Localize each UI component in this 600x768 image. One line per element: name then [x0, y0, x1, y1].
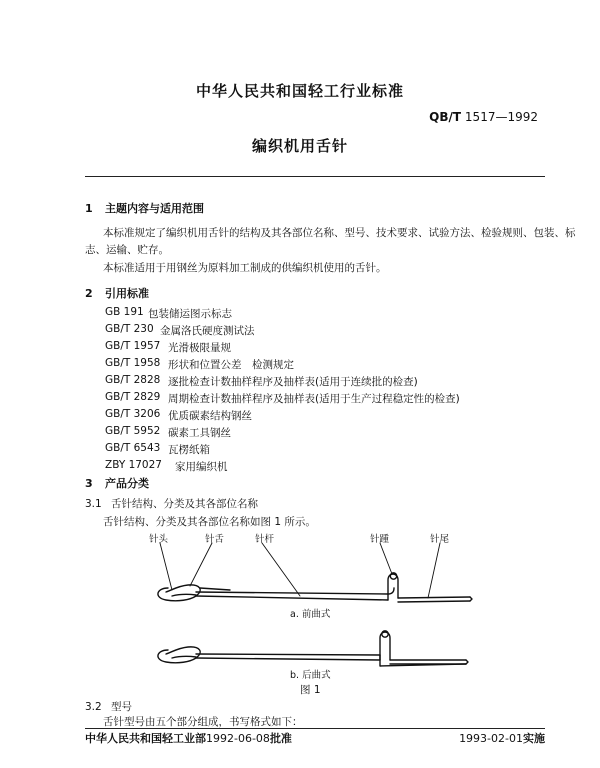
footer-approve-date: 1992-06-08	[206, 732, 270, 745]
footer-issuer: 中华人民共和国轻工业部	[85, 732, 206, 745]
section-1-number: 1	[85, 202, 93, 215]
needle-a-drawing	[158, 573, 472, 602]
standard-code-number: 1517—1992	[464, 110, 538, 124]
section-3-2-text: 舌针型号由五个部分组成，书写格式如下：	[103, 716, 303, 728]
footer-implementation	[459, 730, 545, 746]
footer-approve-label: 批准	[269, 732, 292, 745]
reference-name: 瓦楞纸箱	[168, 444, 210, 456]
reference-name: 优质碳素结构钢丝	[168, 410, 252, 422]
figure-caption-a: a. 前曲式	[290, 609, 331, 620]
figure-title: 图 1	[300, 684, 321, 696]
reference-code: GB/T 2829	[105, 391, 161, 403]
footer-divider	[85, 728, 545, 729]
section-1-title: 主题内容与适用范围	[105, 202, 204, 215]
needle-b-drawing	[158, 631, 468, 666]
label-needle-tail: 针尾	[430, 534, 450, 545]
reference-name: 金属洛氏硬度测试法	[160, 325, 255, 337]
section-2-number: 2	[85, 287, 93, 300]
reference-code: GB/T 5952	[105, 425, 161, 437]
reference-name: 逐批检查计数抽样程序及抽样表(适用于连续批的检查)	[168, 376, 418, 388]
label-needle-latch: 针舌	[205, 534, 225, 545]
label-needle-head: 针头	[149, 534, 169, 545]
section-1-para-1-line-1: 本标准规定了编织机用舌针的结构及其各部位名称、型号、技术要求、试验方法、检验规则、包装、标	[103, 227, 576, 239]
section-3-1-text: 舌针结构、分类及其各部位名称如图 1 所示。	[103, 516, 316, 528]
section-3-2-heading	[85, 699, 132, 714]
label-needle-stem: 针杆	[255, 534, 275, 545]
section-3-2-title: 型号	[111, 701, 132, 713]
document-title: 编织机用舌针	[251, 137, 348, 155]
footer-impl-date: 1993-02-01	[459, 732, 523, 745]
section-3-title: 产品分类	[105, 477, 149, 490]
reference-code: GB/T 6543	[105, 442, 161, 454]
figure-caption-b: b. 后曲式	[290, 670, 331, 681]
footer-impl-label: 实施	[523, 732, 545, 745]
reference-code: GB/T 1957	[105, 340, 161, 352]
standard-header-title: 中华人民共和国轻工行业标准	[195, 82, 404, 100]
label-needle-butt: 针踵	[370, 534, 390, 545]
reference-code: GB/T 3206	[105, 408, 161, 420]
section-3-1-number: 3.1	[85, 498, 102, 510]
section-2-title: 引用标准	[105, 287, 149, 300]
section-3-number: 3	[85, 477, 93, 490]
reference-name: 碳素工具钢丝	[168, 427, 231, 439]
reference-name: 形状和位置公差 检测规定	[168, 359, 294, 371]
reference-code: ZBY 17027	[105, 459, 162, 471]
reference-name: 光滑极限量规	[168, 342, 231, 354]
reference-code: GB/T 230	[105, 323, 154, 335]
standard-code-prefix: QB/T	[429, 110, 462, 124]
section-1-para-2: 本标准适用于用钢丝为原料加工制成的供编织机使用的舌针。	[103, 262, 387, 274]
reference-code: GB/T 1958	[105, 357, 161, 369]
footer-approval	[85, 730, 292, 746]
reference-name: 家用编织机	[175, 461, 228, 473]
section-3-1-title: 舌针结构、分类及其各部位名称	[111, 498, 258, 510]
reference-name: 包装储运图示标志	[148, 308, 232, 320]
reference-name: 周期检查计数抽样程序及抽样表(适用于生产过程稳定性的检查)	[168, 393, 460, 405]
reference-code: GB 191	[105, 306, 144, 318]
reference-code: GB/T 2828	[105, 374, 161, 386]
section-3-2-number: 3.2	[85, 701, 102, 713]
section-1-para-1-line-2: 志、运输、贮存。	[85, 244, 169, 256]
